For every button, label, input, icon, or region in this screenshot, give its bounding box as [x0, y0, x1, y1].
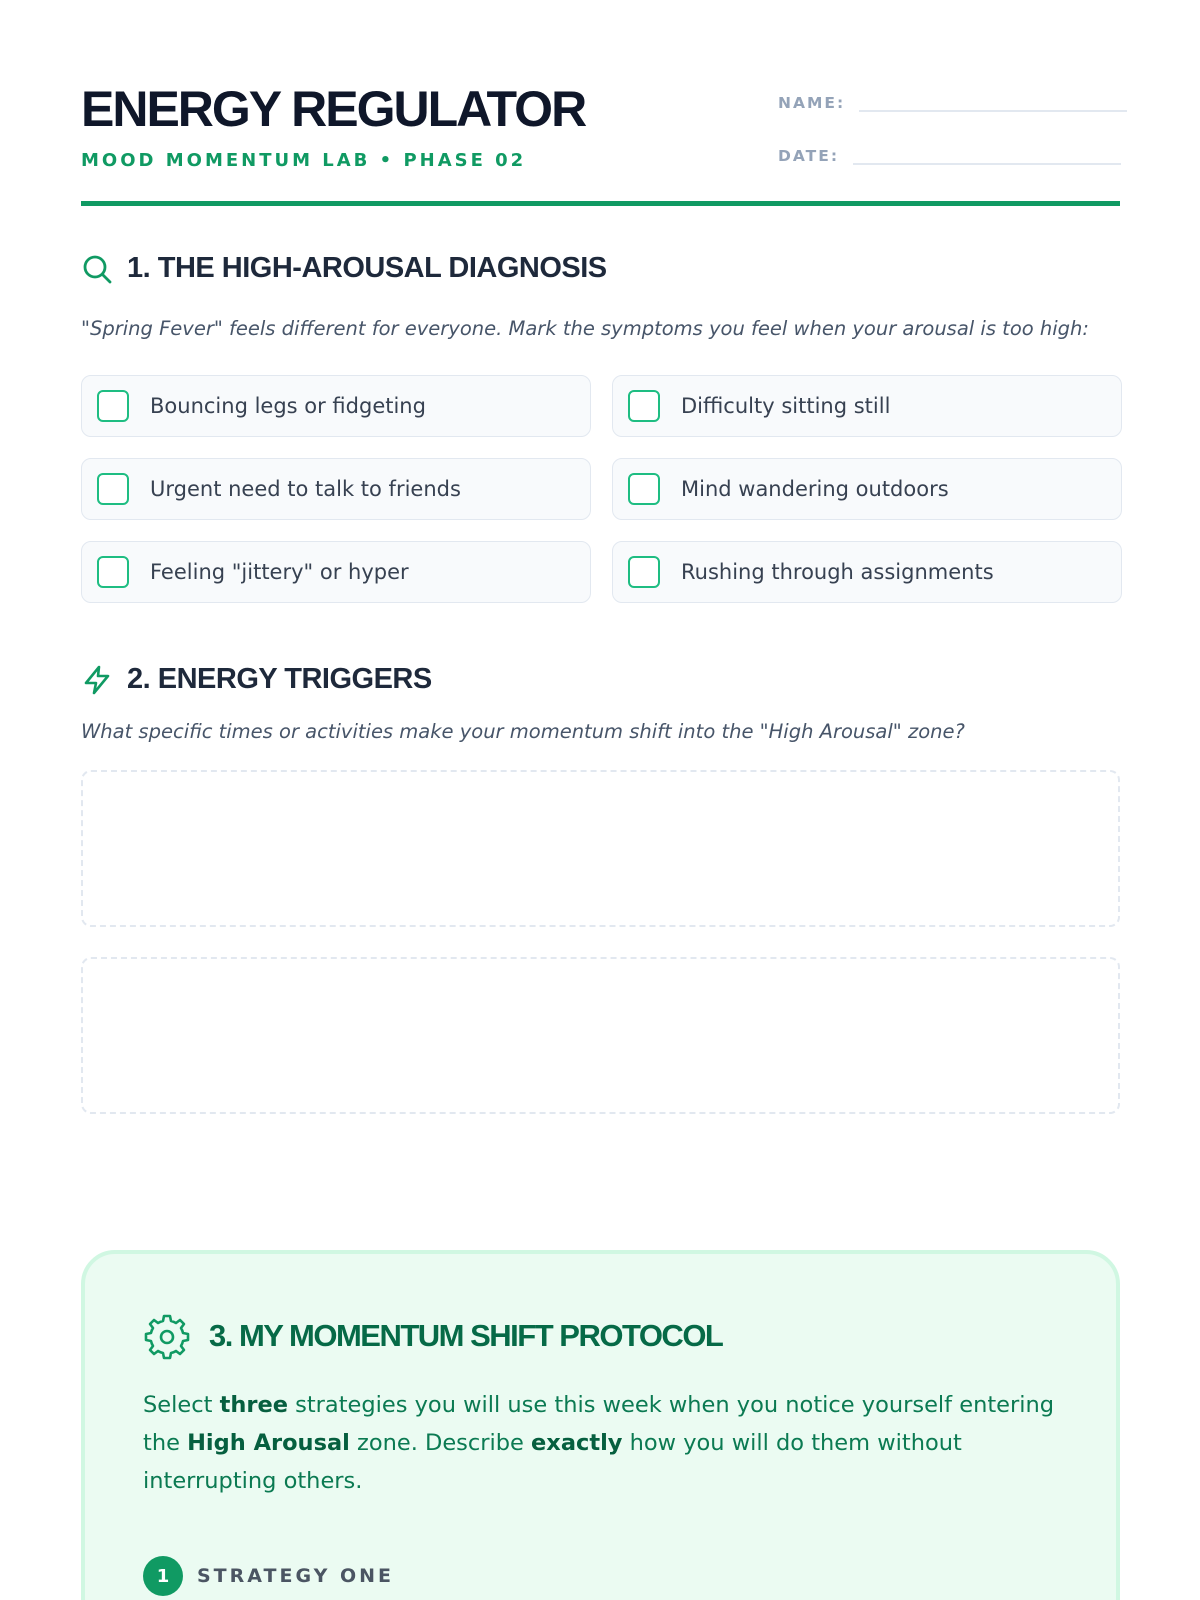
desc-emphasis: exactly [531, 1430, 623, 1456]
checkbox[interactable] [97, 390, 129, 422]
strategy-number-badge: 1 [143, 1556, 183, 1596]
protocol-panel [81, 1250, 1120, 1600]
date-label: DATE: [778, 147, 840, 165]
desc-emphasis: three [219, 1392, 288, 1418]
section-3-title: 3. MY MOMENTUM SHIFT PROTOCOL [209, 1318, 723, 1353]
section-1-title: 1. THE HIGH-AROUSAL DIAGNOSIS [127, 252, 607, 284]
header [81, 81, 586, 171]
header-divider [81, 201, 1120, 206]
symptom-label: Bouncing legs or fidgeting [150, 394, 426, 418]
symptom-option[interactable] [81, 458, 591, 520]
checkbox[interactable] [97, 556, 129, 588]
desc-text: zone. Describe [349, 1430, 532, 1456]
trigger-answer-box[interactable] [81, 770, 1120, 927]
gear-icon [143, 1312, 191, 1360]
checkbox[interactable] [628, 473, 660, 505]
desc-text: strategies you will use this week when you notice yourself entering the [143, 1392, 1055, 1456]
strategy-label: STRATEGY ONE [197, 1565, 395, 1587]
desc-text: how you will do them without interrupting others. [143, 1430, 962, 1494]
section-3-heading [143, 1312, 722, 1360]
symptom-option[interactable] [612, 375, 1122, 437]
search-icon [81, 253, 113, 285]
checkbox[interactable] [97, 473, 129, 505]
checkbox[interactable] [628, 390, 660, 422]
symptom-option[interactable] [81, 541, 591, 603]
section-1-description: "Spring Fever" feels different for everyone. Mark the symptoms you feel when your arousal is too high: [81, 317, 1089, 340]
symptom-option[interactable] [612, 458, 1122, 520]
desc-emphasis: High Arousal [187, 1430, 350, 1456]
section-2-heading [81, 663, 432, 696]
name-field [778, 90, 1127, 112]
symptom-option[interactable] [81, 375, 591, 437]
symptom-label: Rushing through assignments [681, 560, 994, 584]
symptom-option[interactable] [612, 541, 1122, 603]
page-title: ENERGY REGULATOR [81, 81, 586, 137]
date-input-line[interactable] [853, 143, 1121, 165]
name-input-line[interactable] [859, 90, 1127, 112]
symptom-label: Feeling "jittery" or hyper [150, 560, 409, 584]
checkbox[interactable] [628, 556, 660, 588]
strategy-one-heading [143, 1556, 394, 1596]
name-label: NAME: [778, 94, 846, 112]
section-2-title: 2. ENERGY TRIGGERS [127, 663, 432, 695]
lightning-icon [81, 664, 113, 696]
desc-text: Select [143, 1392, 220, 1418]
date-field [778, 143, 1121, 165]
page-subtitle: MOOD MOMENTUM LAB • PHASE 02 [81, 150, 527, 171]
symptom-label: Urgent need to talk to friends [150, 477, 461, 501]
symptom-label: Mind wandering outdoors [681, 477, 949, 501]
section-3-description [143, 1386, 1063, 1500]
trigger-answer-box[interactable] [81, 957, 1120, 1114]
symptom-label: Difficulty sitting still [681, 394, 891, 418]
section-2-description: What specific times or activities make your momentum shift into the "High Arousal" zone? [81, 720, 965, 743]
section-1-heading [81, 252, 607, 285]
